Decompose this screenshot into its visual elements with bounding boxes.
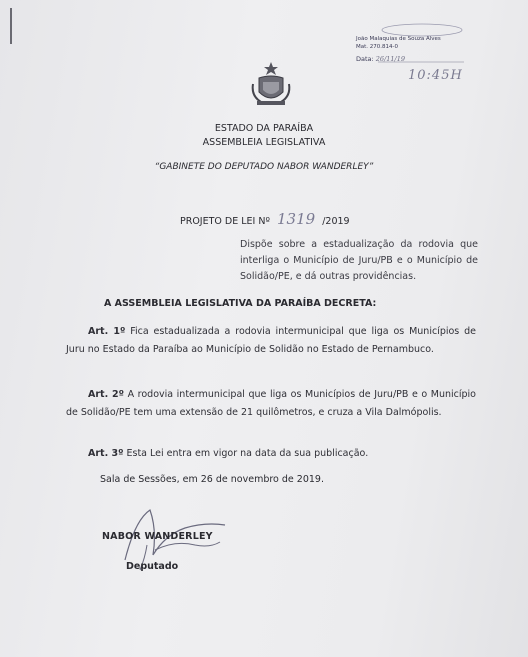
- stamp-date-row: [356, 55, 405, 63]
- article-1: [66, 323, 476, 359]
- bill-summary: Dispõe sobre a estadualização da rodovia que interliga o Município de Juru/PB e o Município de Solidão/PE, e dá outras providências.: [240, 239, 478, 282]
- state-title: ESTADO DA PARAÍBA: [214, 123, 314, 134]
- bill-heading: [180, 210, 350, 228]
- signer-role: Deputado: [126, 561, 179, 572]
- seal-icon: [249, 60, 293, 108]
- closing-line: Sala de Sessões, em 26 de novembro de 2019.: [100, 474, 324, 485]
- bill-label: PROJETO DE LEI Nº: [180, 216, 270, 227]
- decree-heading: A ASSEMBLEIA LEGISLATIVA DA PARAÍBA DECRETA:: [104, 298, 377, 309]
- stamp-registration: Mat. 270.814-0: [356, 44, 398, 50]
- article-text: Fica estadualizada a rodovia intermunicipal que liga os Municípios de Juru no Estado da Paraíba ao Município de Solidão no Estado de Pernambuco.: [66, 326, 476, 355]
- article-text: A rodovia intermunicipal que liga os Municípios de Juru/PB e o Município de Solidão/PE tem uma extensão de 21 quilômetros, e cruza a Vila Dalmópolis.: [66, 389, 476, 418]
- office-title: “GABINETE DO DEPUTADO NABOR WANDERLEY”: [154, 162, 374, 172]
- stamp-time: 10:45H: [408, 68, 463, 83]
- article-label: Art. 1º: [88, 326, 126, 337]
- article-label: Art. 2º: [88, 389, 125, 400]
- page-edge-mark: [10, 8, 12, 44]
- stamp-date-label: Data:: [356, 55, 374, 63]
- bill-year: /2019: [322, 216, 350, 227]
- article-label: Art. 3º: [88, 448, 124, 459]
- assembly-title: ASSEMBLEIA LEGISLATIVA: [202, 137, 326, 148]
- signer-name: NABOR WANDERLEY: [102, 531, 213, 542]
- reception-stamp: [356, 22, 466, 72]
- article-2: [66, 386, 476, 422]
- bill-number: 1319: [276, 210, 316, 228]
- article-text: Esta Lei entra em vigor na data da sua publicação.: [126, 448, 369, 459]
- stamp-clerk-name: João Malaquias de Souza Alves: [356, 36, 441, 42]
- article-3: [66, 445, 476, 463]
- stamp-date-value: 26/11/19: [375, 55, 405, 63]
